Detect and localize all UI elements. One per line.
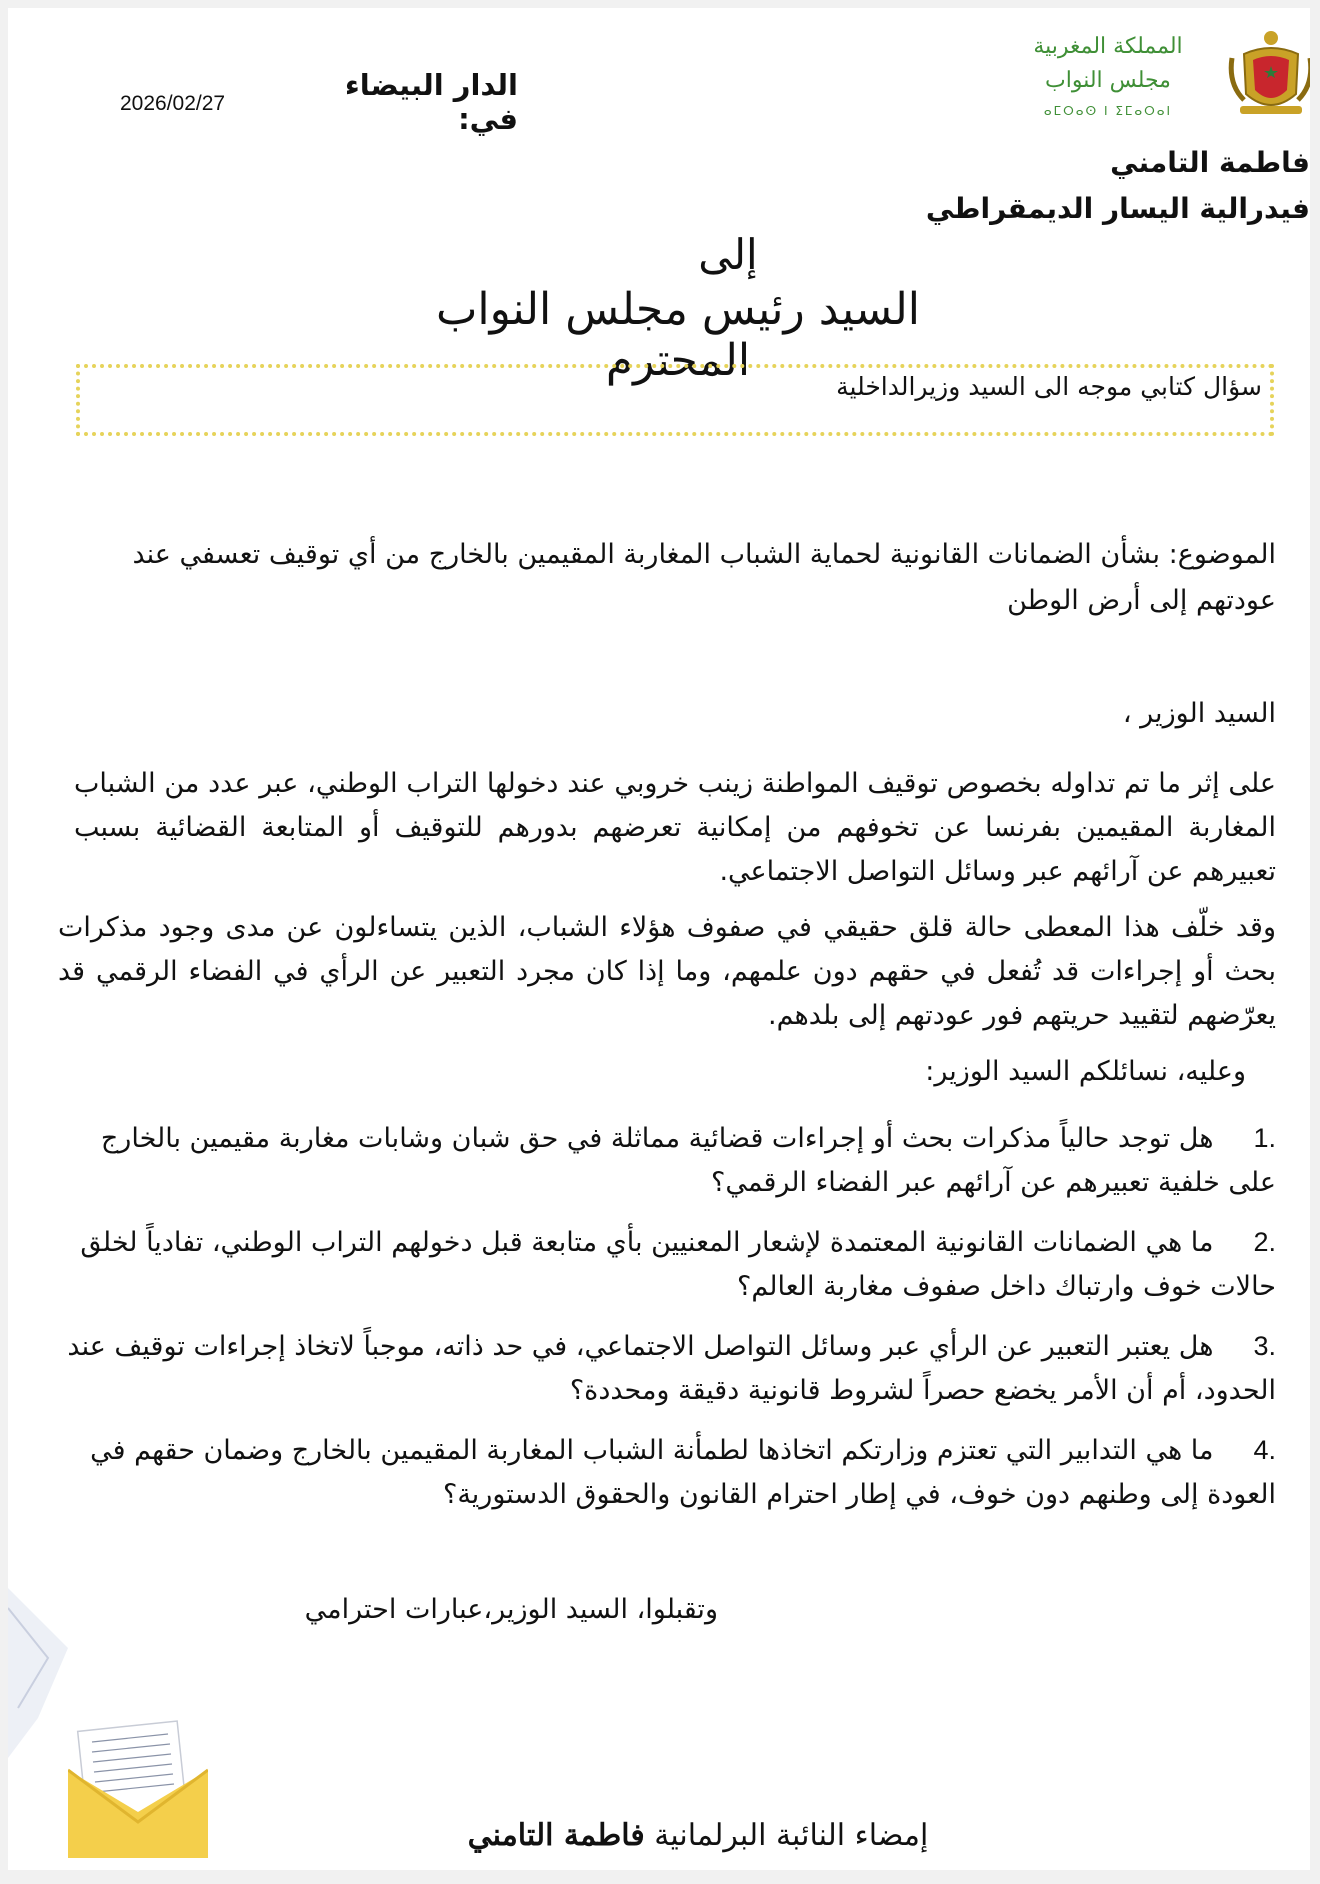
question-type-box xyxy=(76,364,1274,436)
subject: الموضوع: بشأن الضمانات القانونية لحماية الشباب المغاربة المقيمين بالخارج من أي توقيف تعسفي عند عودتهم إلى أرض الوطن xyxy=(132,539,1276,616)
parliament-name: مجلس النواب xyxy=(1045,68,1171,93)
envelope-icon xyxy=(68,1720,208,1858)
question-item xyxy=(68,1116,1276,1205)
question-text: هل يعتبر التعبير عن الرأي عبر وسائل التواصل الاجتماعي، في حد ذاته، موجباً لاتخاذ إجراءات توقيف عند الحدود، أم أن الأمر يخضع حصراً لشروط قانونية دقيقة ومحددة؟ xyxy=(67,1331,1276,1406)
recipient-title: السيد رئيس مجلس النواب المحترم xyxy=(436,284,920,386)
paragraph: على إثر ما تم تداوله بخصوص توقيف المواطنة زينب خروبي عند دخولها التراب الوطني، عبر عدد من الشباب المغاربة المقيمين بفرنسا عن تخوفهم من إمكانية تعرضهم بدورهم للتوقيف أو المتابعة القضائية بسبب تعبيرهم عن آرائهم عبر وسائل التواصل الاجتماعي. xyxy=(74,768,1276,887)
author-name: فاطمة التامني xyxy=(1110,146,1310,179)
author-party: فيدرالية اليسار الديمقراطي xyxy=(925,192,1310,225)
question-number: 1. xyxy=(1253,1123,1276,1153)
signature-prefix: إمضاء النائبة البرلمانية xyxy=(654,1818,929,1853)
closing: وتقبلوا، السيد الوزير،عبارات احترامي xyxy=(304,1594,718,1625)
question-item xyxy=(68,1220,1276,1309)
signature-name: فاطمة التامني xyxy=(467,1818,645,1853)
question-number: 2. xyxy=(1253,1227,1276,1257)
question-item xyxy=(46,1324,1276,1413)
date: 2026/02/27 xyxy=(120,92,226,115)
coat-of-arms-emblem xyxy=(1226,24,1310,120)
question-number: 4. xyxy=(1253,1435,1276,1465)
kingdom-name: المملكة المغربية xyxy=(1033,34,1183,59)
document-page xyxy=(8,8,1310,1870)
signature xyxy=(438,1818,958,1853)
greeting: السيد الوزير ، xyxy=(1122,698,1276,729)
question-number: 3. xyxy=(1253,1331,1276,1361)
question-type: سؤال كتابي موجه الى السيد وزيرالداخلية xyxy=(836,372,1262,401)
question-item xyxy=(68,1428,1276,1517)
questions-intro: وعليه، نسائلكم السيد الوزير: xyxy=(925,1056,1246,1087)
question-text: ما هي الضمانات القانونية المعتمدة لإشعار المعنيين بأي متابعة قبل دخولهم التراب الوطني، تفادياً لخلق حالات خوف وارتباك داخل صفوف مغاربة العالم؟ xyxy=(80,1227,1276,1302)
question-text: هل توجد حالياً مذكرات بحث أو إجراءات قضائية مماثلة في حق شبان وشابات مغاربة مقيمين بالخارج على خلفية تعبيرهم عن آرائهم عبر الفضاء الرقمي؟ xyxy=(100,1123,1276,1198)
paragraph: وقد خلّف هذا المعطى حالة قلق حقيقي في صفوف هؤلاء الشباب، الذين يتساءلون عن مدى وجود مذكرات بحث أو إجراءات قد تُفعل في حقهم دون علمهم، وما إذا كان مجرد التعبير عن الرأي في الفضاء الرقمي قد يعرّضهم لتقييد حريتهم فور عودتهم إلى بلدهم. xyxy=(58,912,1276,1031)
question-text: ما هي التدابير التي تعتزم وزارتكم اتخاذها لطمأنة الشباب المغاربة المقيمين بالخارج وضمان حقهم في العودة إلى وطنهم دون خوف، في إطار احترام القانون والحقوق الدستورية؟ xyxy=(90,1435,1276,1510)
place-label: الدار البيضاء في: xyxy=(344,68,518,136)
parliament-tifinagh: ⴰⵎⵔⴰⵙ ⵏ ⵉⵎⴰⵔⴰⵏ xyxy=(1043,104,1173,118)
recipient-to: إلى xyxy=(698,230,758,279)
